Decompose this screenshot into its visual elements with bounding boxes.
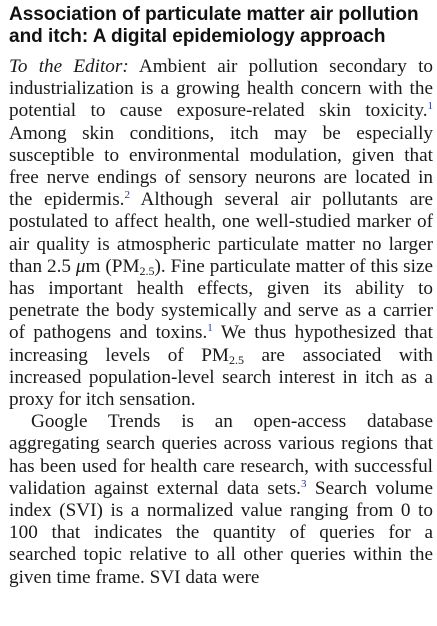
- reference-link[interactable]: 3: [300, 477, 307, 490]
- text-run: ). Fine particulate matter of this size has important health effects, given its ability to penetrate the body systemically and serve as a carrier of pathogens and toxins.: [9, 255, 434, 344]
- text-run: We thus hypothesized that increasing levels of PM: [9, 322, 433, 366]
- text-run: Search volume index (SVI) is a normalized value ranging from 0 to 100 that indicates the quantity of queries for a searched topic relative to all other queries within the given time frame. SVI data were: [9, 477, 434, 588]
- article: [9, 4, 433, 589]
- text-run: Among skin conditions, itch may be especially susceptible to environmental modulation, given that free nerve endings of sensory neurons are located in the epidermis.: [9, 122, 433, 211]
- letter-salutation: To the Editor:: [9, 56, 129, 77]
- reference-link[interactable]: 1: [427, 100, 433, 113]
- text-run: Google Trends is an open-access database aggregating search queries across various regions that has been used for health care research, with successful validation against external data sets.: [9, 411, 433, 499]
- mu-symbol: μ: [75, 255, 86, 277]
- paragraph-2: [9, 411, 433, 589]
- reference-link[interactable]: 2: [124, 189, 130, 202]
- reference-link[interactable]: 1: [207, 322, 213, 335]
- text-run: m (PM: [85, 255, 140, 277]
- text-run: Although several air pollutants are postulated to affect health, one well-studied marker of air quality is atmospheric particulate matter no larger than 2.5: [9, 189, 433, 277]
- pm-subscript: 2.5: [139, 263, 155, 278]
- article-title: Association of particulate matter air pollution and itch: A digital epidemiology approach: [9, 4, 419, 47]
- paragraph-1: [9, 56, 433, 411]
- pm-subscript: 2.5: [228, 352, 244, 367]
- text-run: are associated with increased population-level search interest in itch as a proxy for itch sensation.: [9, 344, 433, 411]
- text-run: Ambient air pollution secondary to industrialization is a growing health concern with the potential to cause exposure-related skin toxicity.: [9, 56, 433, 122]
